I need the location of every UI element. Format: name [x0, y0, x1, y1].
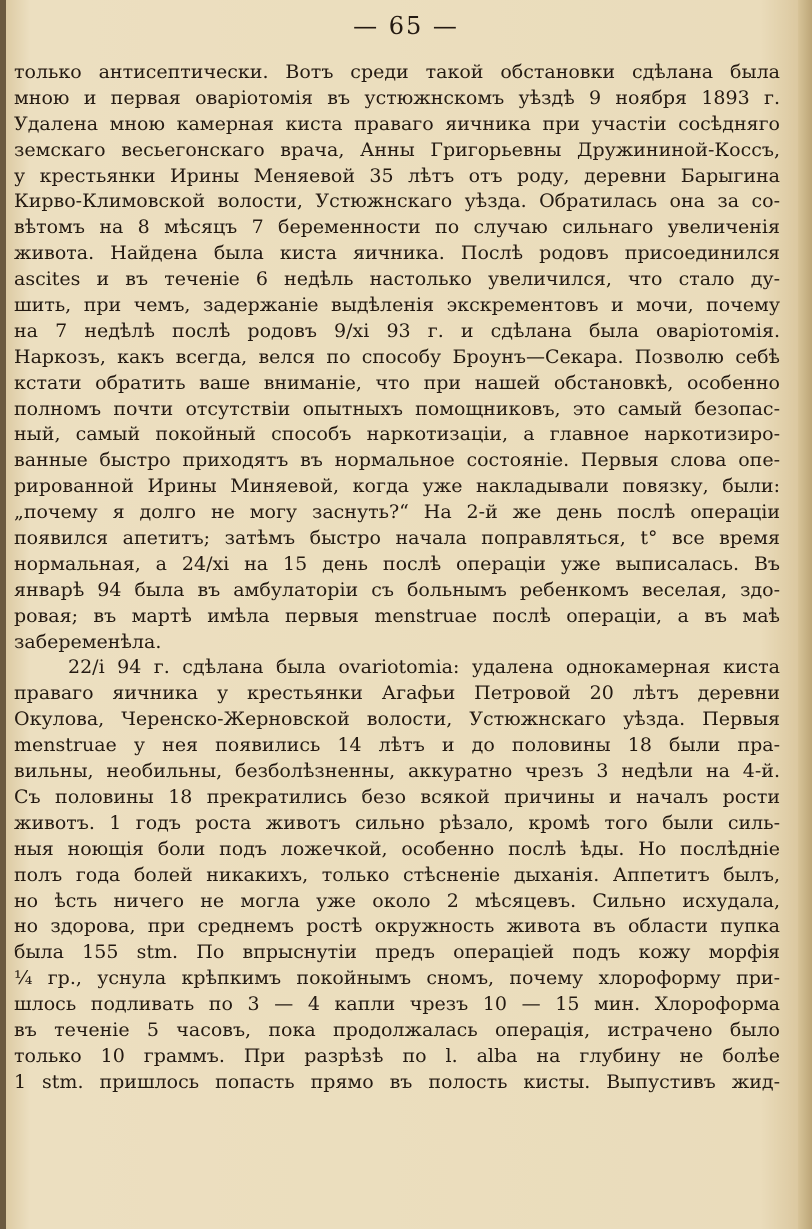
text-line: ascites и въ теченіе 6 недѣль настолько увеличился, что стало ду-	[14, 268, 780, 291]
text-line: ванные быстро приходятъ въ нормальное состояніе. Первыя слова опе-	[14, 449, 780, 472]
text-line: Удалена мною камерная киста праваго яичника при участіи сосѣдняго	[14, 112, 780, 135]
text-line: menstruae у нея появились 14 лѣтъ и до половины 18 были пра-	[14, 734, 780, 757]
text-line: Окулова, Черенско-Жерновской волости, Устюжнскаго уѣзда. Первыя	[14, 708, 780, 731]
text-line: ровая; въ мартѣ имѣла первыя menstruae послѣ операціи, а въ маѣ	[14, 604, 780, 627]
text-line: 1 stm. пришлось попасть прямо въ полость кисты. Выпустивъ жид-	[14, 1070, 780, 1093]
text-line: мною и первая оваріотомія въ устюжнскомъ уѣздѣ 9 ноября 1893 г.	[14, 86, 780, 109]
text-line: живота. Найдена была киста яичника. Послѣ родовъ присоединился	[14, 242, 780, 265]
text-line: ¼ гр., уснула крѣпкимъ покойнымъ сномъ, почему хлороформу при-	[14, 967, 780, 990]
text-line: появился апетитъ; затѣмъ быстро начала поправляться, t° все время	[14, 527, 780, 550]
text-line: на 7 недѣлѣ послѣ родовъ 9/xi 93 г. и сдѣлана была оваріотомія.	[14, 319, 780, 342]
text-line: шить, при чемъ, задержаніе выдѣленія экскрементовъ и мочи, почему	[14, 294, 780, 317]
text-line: нормальная, а 24/xi на 15 день послѣ операціи уже выписалась. Въ	[14, 552, 780, 575]
text-line: но ѣсть ничего не могла уже около 2 мѣсяцевъ. Сильно исхудала,	[14, 889, 780, 912]
text-line: рированной Ирины Миняевой, когда уже накладывали повязку, были:	[14, 475, 780, 498]
text-line: забеременѣла.	[14, 630, 162, 653]
text-line: 22/i 94 г. сдѣлана была ovariotomia: удалена однокамерная киста	[68, 656, 780, 679]
text-line: Наркозъ, какъ всегда, велся по способу Броунъ—Секара. Позволю себѣ	[14, 345, 780, 368]
text-line: въ теченіе 5 часовъ, пока продолжалась операція, истрачено было	[14, 1018, 780, 1041]
text-line: праваго яичника у крестьянки Агафьи Петровой 20 лѣтъ деревни	[14, 682, 780, 705]
text-line: животъ. 1 годъ роста животъ сильно рѣзало, кромѣ того были силь-	[14, 811, 780, 834]
text-line: только 10 граммъ. При разрѣзѣ по l. alba на глубину не болѣе	[14, 1044, 780, 1067]
page-number: — 65 —	[353, 12, 459, 40]
text-line: шлось подливать по 3 — 4 капли чрезъ 10 — 15 мин. Хлороформа	[14, 993, 780, 1016]
page-right-edge	[798, 0, 812, 1229]
text-line: кстати обратить ваше вниманіе, что при нашей обстановкѣ, особенно	[14, 371, 780, 394]
text-line: полъ года болей никакихъ, только стѣсненіе дыханія. Аппетитъ былъ,	[14, 863, 780, 886]
body-text	[14, 60, 780, 1096]
text-line: вильны, необильны, безболѣзненны, аккуратно чрезъ 3 недѣли на 4-й.	[14, 760, 780, 783]
text-line: у крестьянки Ирины Меняевой 35 лѣтъ отъ роду, деревни Барыгина	[14, 164, 780, 187]
text-line: „почему я долго не могу заснуть?“ На 2-й же день послѣ операціи	[14, 501, 780, 524]
text-line: полномъ почти отсутствіи опытныхъ помощниковъ, это самый безопас-	[14, 397, 780, 420]
text-line: только антисептически. Вотъ среди такой обстановки сдѣлана была	[14, 61, 780, 83]
text-line: Съ половины 18 прекратились безо всякой причины и началъ рости	[14, 785, 780, 808]
text-line: январѣ 94 была въ амбулаторіи съ больнымъ ребенкомъ веселая, здо-	[14, 578, 780, 601]
text-line: но здорова, при среднемъ ростѣ окружность живота въ области пупка	[14, 915, 780, 938]
text-line: Кирво-Климовской волости, Устюжнскаго уѣзда. Обратилась она за со-	[14, 190, 780, 213]
text-line: вѣтомъ на 8 мѣсяцъ 7 беременности по случаю сильнаго увеличенія	[14, 216, 780, 239]
text-line: ныя ноющія боли подъ ложечкой, особенно послѣ ѣды. Но послѣдніе	[14, 837, 780, 860]
text-line: ный, самый покойный способъ наркотизаціи, а главное наркотизиро-	[14, 423, 780, 446]
text-line: была 155 stm. По впрыснутіи предъ операціей подъ кожу морфія	[14, 941, 780, 964]
page-binding-edge	[0, 0, 6, 1229]
text-line: земскаго весьегонскаго врача, Анны Григорьевны Дружининой-Коссъ,	[14, 138, 780, 161]
